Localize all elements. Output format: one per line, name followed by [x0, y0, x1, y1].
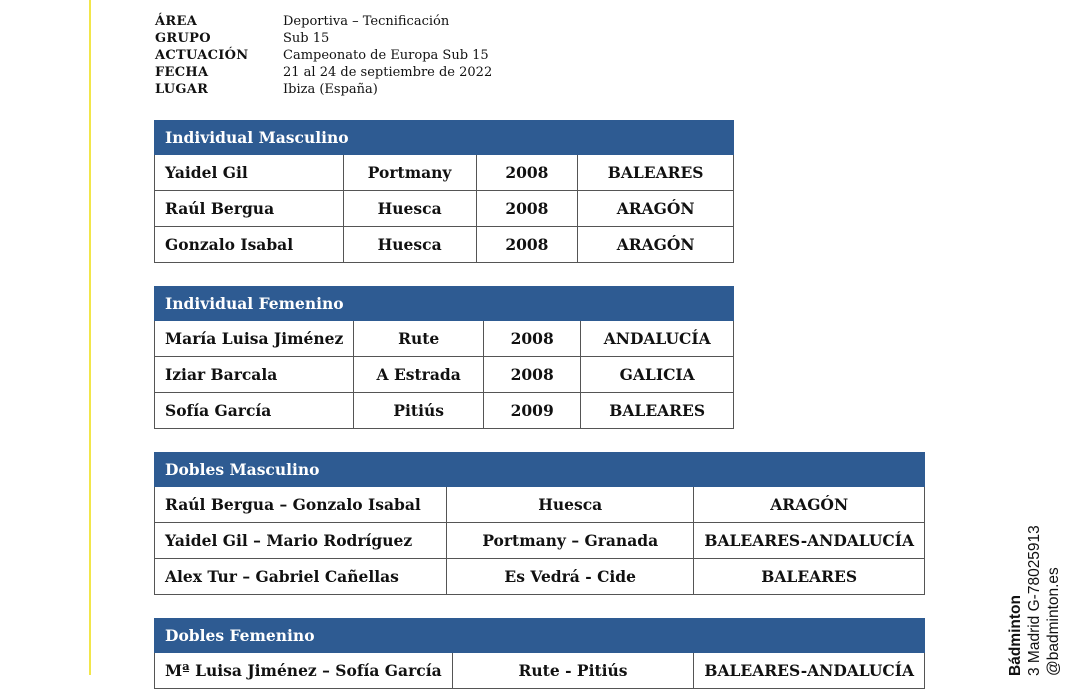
meta-value: Sub 15	[283, 31, 330, 46]
pair-names: Mª Luisa Jiménez – Sofía García	[155, 653, 453, 689]
table-title: Individual Femenino	[155, 287, 734, 321]
table-row	[155, 155, 734, 191]
federation-address: 3 Madrid G-78025913	[1026, 525, 1043, 676]
region: ARAGÓN	[578, 191, 734, 227]
meta-value: Deportiva – Tecnificación	[283, 14, 450, 29]
table-title: Individual Masculino	[155, 121, 734, 155]
birth-year: 2008	[483, 357, 580, 393]
table-row	[155, 393, 734, 429]
club: Pitiús	[354, 393, 484, 429]
table-row	[155, 487, 925, 523]
table-row	[155, 559, 925, 595]
meta-row-fecha	[155, 64, 492, 81]
region: GALICIA	[581, 357, 734, 393]
federation-name: Bádminton	[1007, 595, 1024, 676]
clubs: Rute - Pitiús	[452, 653, 694, 689]
table-row	[155, 523, 925, 559]
club: Rute	[354, 321, 484, 357]
birth-year: 2008	[476, 227, 578, 263]
region: BALEARES	[578, 155, 734, 191]
table-row	[155, 321, 734, 357]
player-name: Raúl Bergua	[155, 191, 344, 227]
region: ARAGÓN	[578, 227, 734, 263]
meta-label: FECHA	[155, 65, 209, 80]
meta-value: 21 al 24 de septiembre de 2022	[283, 65, 493, 80]
table-title: Dobles Femenino	[155, 619, 925, 653]
table-row	[155, 227, 734, 263]
meta-value: Ibiza (España)	[283, 82, 378, 97]
meta-row-area	[155, 13, 492, 30]
region: BALEARES	[581, 393, 734, 429]
table-header	[155, 619, 925, 653]
region: BALEARES-ANDALUCÍA	[694, 653, 925, 689]
page-margin-line	[89, 0, 91, 675]
player-name: Sofía García	[155, 393, 354, 429]
meta-label: ÁREA	[155, 14, 198, 29]
player-name: Yaidel Gil	[155, 155, 344, 191]
table-dobles-femenino	[154, 618, 925, 689]
table-dobles-masculino	[154, 452, 925, 595]
region: BALEARES-ANDALUCÍA	[694, 523, 925, 559]
table-individual-masculino	[154, 120, 734, 263]
player-name: Gonzalo Isabal	[155, 227, 344, 263]
region: BALEARES	[694, 559, 925, 595]
club: Huesca	[343, 191, 476, 227]
birth-year: 2008	[476, 155, 578, 191]
document-header-info	[155, 13, 492, 98]
table-individual-femenino	[154, 286, 734, 429]
table-header	[155, 121, 734, 155]
table-header	[155, 453, 925, 487]
pair-names: Alex Tur – Gabriel Cañellas	[155, 559, 447, 595]
table-title: Dobles Masculino	[155, 453, 925, 487]
player-name: Iziar Barcala	[155, 357, 354, 393]
region: ANDALUCÍA	[581, 321, 734, 357]
pair-names: Yaidel Gil – Mario Rodríguez	[155, 523, 447, 559]
table-header	[155, 287, 734, 321]
meta-row-grupo	[155, 30, 492, 47]
meta-label: LUGAR	[155, 82, 209, 97]
meta-row-actuacion	[155, 47, 492, 64]
region: ARAGÓN	[694, 487, 925, 523]
meta-label: GRUPO	[155, 31, 211, 46]
pair-names: Raúl Bergua – Gonzalo Isabal	[155, 487, 447, 523]
birth-year: 2008	[476, 191, 578, 227]
clubs: Es Vedrá - Cide	[447, 559, 694, 595]
table-row	[155, 357, 734, 393]
meta-value: Campeonato de Europa Sub 15	[283, 48, 489, 63]
birth-year: 2009	[483, 393, 580, 429]
player-name: María Luisa Jiménez	[155, 321, 354, 357]
club: Huesca	[343, 227, 476, 263]
meta-row-lugar	[155, 81, 492, 98]
birth-year: 2008	[483, 321, 580, 357]
table-row	[155, 191, 734, 227]
clubs: Portmany – Granada	[447, 523, 694, 559]
meta-label: ACTUACIÓN	[155, 48, 249, 63]
federation-contact: @badminton.es	[1045, 567, 1062, 676]
club: A Estrada	[354, 357, 484, 393]
clubs: Huesca	[447, 487, 694, 523]
club: Portmany	[343, 155, 476, 191]
table-row	[155, 653, 925, 689]
